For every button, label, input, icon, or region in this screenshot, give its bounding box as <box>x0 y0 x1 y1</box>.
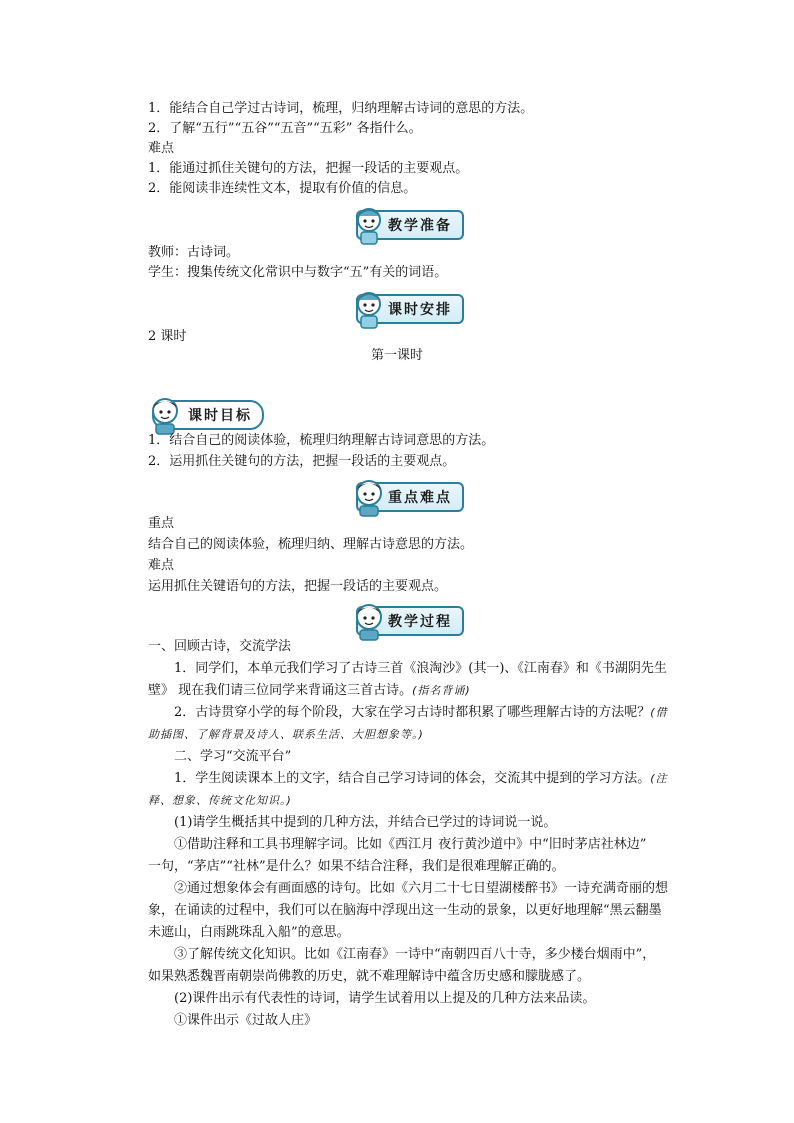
text-line: 如果熟悉魏晋南朝崇尚佛教的历史，就不难理解诗中蕴含历史感和朦胧感了。 <box>148 969 591 984</box>
teaching-note: 释、想象、传统文化知识。) <box>148 794 292 807</box>
banner-key-points <box>356 480 464 514</box>
banner-label: 教学准备 <box>388 218 452 234</box>
text-line <box>148 702 668 724</box>
text-line: 象，在诵读的过程中，我们可以在脑海中浮现出这一生动的景象，以更好地理解“黑云翻墨 <box>148 903 662 918</box>
teacher-mascot-icon <box>352 290 386 330</box>
banner-label: 教学过程 <box>388 614 452 630</box>
section-heading: 难点 <box>148 558 175 573</box>
text-line <box>148 768 668 790</box>
text-line: ③了解传统文化知识。比如《江南春》一诗中“南朝四百八十寺，多少楼台烟雨中”， <box>174 947 656 962</box>
text-line: 1．同学们，本单元我们学习了古诗三首《浪淘沙》(其一)、《江南春》和《书湖阴先生 <box>174 661 667 676</box>
text-line: 学生：搜集传统文化常识中与数字“五”有关的词语。 <box>148 265 448 280</box>
text-span: 壁》 现在我们请三位同学来背诵这三首古诗。 <box>148 683 413 698</box>
student-mascot-icon <box>352 478 386 518</box>
text-line: 2．能阅读非连续性文本，提取有价值的信息。 <box>148 181 417 196</box>
teaching-note: (指名背诵) <box>412 684 471 697</box>
text-line: ②通过想象体会有画面感的诗句。比如《六月二十七日望湖楼醉书》一诗充满奇丽的想 <box>174 881 669 896</box>
text-line: 1．能结合自己学过古诗词，梳理，归纳理解古诗词的意思的方法。 <box>148 101 534 116</box>
text-line: 1．能通过抓住关键句的方法，把握一段话的主要观点。 <box>148 161 469 176</box>
teaching-note: 助插图、了解背景及诗人、联系生活、大胆想象等。) <box>148 728 424 741</box>
text-line: 未遮山，白雨跳珠乱入船”的意思。 <box>148 925 350 940</box>
text-line: 教师：古诗词。 <box>148 245 240 260</box>
text-line: ①课件出示《过故人庄》 <box>174 1013 318 1028</box>
banner-label: 课时安排 <box>388 302 452 318</box>
banner-schedule <box>356 292 464 326</box>
text-line: 一句，“茅店”“社林”是什么？如果不结合注释，我们是很难理解正确的。 <box>148 859 565 874</box>
text-line: ①借助注释和工具书理解字词。比如《西江月 夜行黄沙道中》中“旧时茅店社林边” <box>174 837 647 852</box>
text-line: 2．了解“五行”“五谷”“五音”“五彩” 各指什么。 <box>148 121 422 136</box>
section-heading: 二、学习“交流平台” <box>174 749 292 764</box>
text-line: 2 课时 <box>148 329 187 344</box>
text-span: 2．古诗贯穿小学的每个阶段，大家在学习古诗时都积累了哪些理解古诗的方法呢？ <box>174 705 651 720</box>
text-line: (2)课件出示有代表性的诗词，请学生试着用以上提及的几种方法来品读。 <box>174 991 596 1006</box>
section-heading: 难点 <box>148 141 175 156</box>
text-line: 结合自己的阅读体验，梳理归纳、理解古诗意思的方法。 <box>148 537 474 552</box>
text-line: 运用抓住关键语句的方法，把握一段话的主要观点。 <box>148 579 448 594</box>
banner-label: 课时目标 <box>188 408 252 424</box>
banner-lesson-goals <box>152 398 264 432</box>
text-span: 1．学生阅读课本上的文字，结合自己学习诗词的体会，交流其中提到的学习方法。 <box>174 771 651 786</box>
text-line: 1．结合自己的阅读体验，梳理归纳理解古诗词意思的方法。 <box>148 433 495 448</box>
banner-teaching-process <box>356 604 464 638</box>
teacher-mascot-icon <box>352 206 386 246</box>
banner-label: 重点难点 <box>388 490 452 506</box>
section-heading: 重点 <box>148 516 175 531</box>
section-heading: 一、回顾古诗，交流学法 <box>148 639 292 654</box>
text-line <box>148 680 658 702</box>
teaching-note: (借 <box>650 706 668 719</box>
lesson-title: 第一课时 <box>370 348 423 363</box>
teaching-note: (注 <box>650 772 668 785</box>
banner-teaching-prep <box>356 208 464 242</box>
text-line: (1)请学生概括其中提到的几种方法，并结合已学过的诗词说一说。 <box>174 815 557 830</box>
text-line: 2．运用抓住关键句的方法，把握一段话的主要观点。 <box>148 454 456 469</box>
